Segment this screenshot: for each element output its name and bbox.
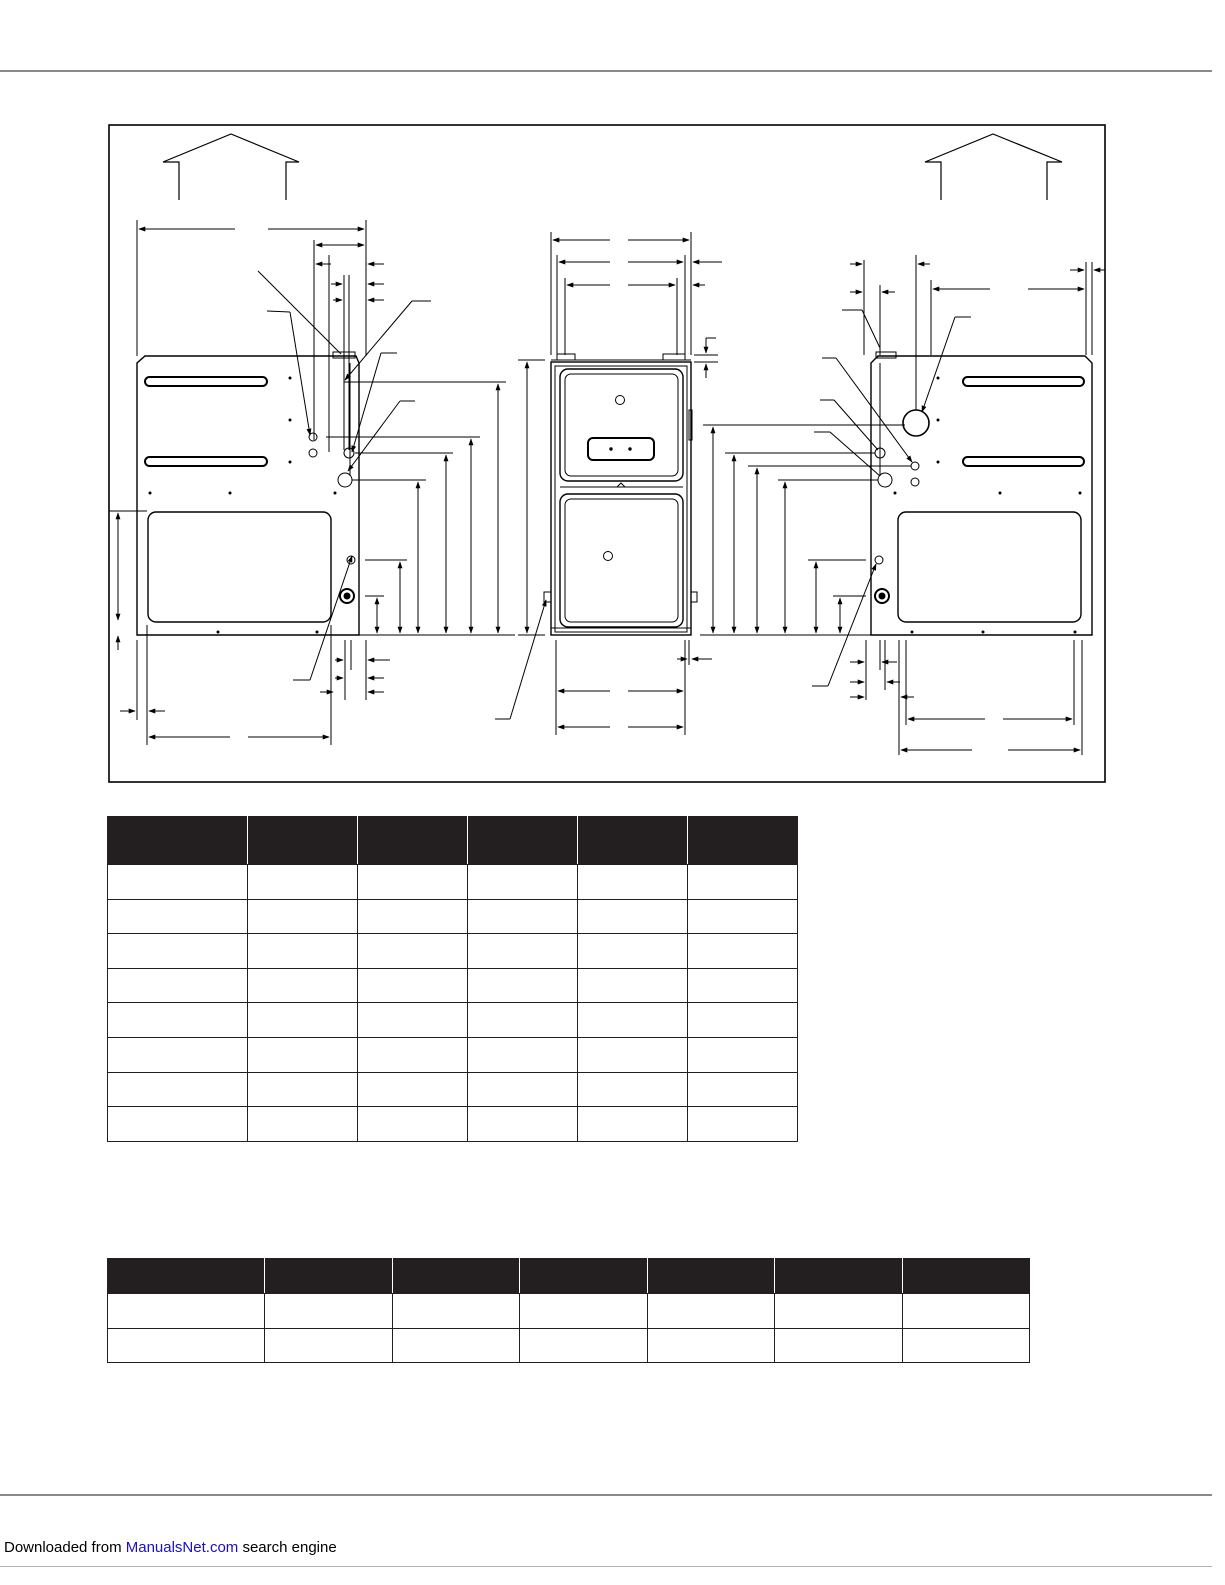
dimension-table-upper (107, 816, 798, 1142)
table-row (108, 1072, 798, 1107)
table-header-row (108, 1259, 1030, 1294)
table-header-row (108, 817, 798, 865)
table-row (108, 1294, 1030, 1329)
right-side-view (871, 352, 1092, 635)
table-row (108, 934, 798, 969)
front-view (544, 354, 697, 635)
footer-rule (0, 1494, 1212, 1496)
manualsnet-link[interactable]: ManualsNet.com (125, 1539, 239, 1556)
table-row (108, 1328, 1030, 1363)
table-row (108, 899, 798, 934)
left-side-view (137, 352, 359, 635)
left-view-dimensions (109, 220, 515, 745)
table-row (108, 1037, 798, 1072)
airflow-arrow-left (163, 134, 299, 200)
table-row (108, 968, 798, 1003)
front-view-dimensions (495, 232, 722, 735)
table-row (108, 1107, 798, 1142)
airflow-arrow-right (925, 134, 1062, 200)
footer-suffix: search engine (238, 1539, 337, 1556)
table-row (108, 1003, 798, 1038)
drawing-frame (109, 125, 1105, 782)
table-row (108, 865, 798, 900)
dimension-table-lower (107, 1258, 1030, 1363)
footer-prefix: Downloaded from (4, 1539, 126, 1556)
download-footer (4, 1539, 337, 1556)
page-bottom-rule (0, 1566, 1212, 1567)
right-view-dimensions (700, 255, 1105, 755)
